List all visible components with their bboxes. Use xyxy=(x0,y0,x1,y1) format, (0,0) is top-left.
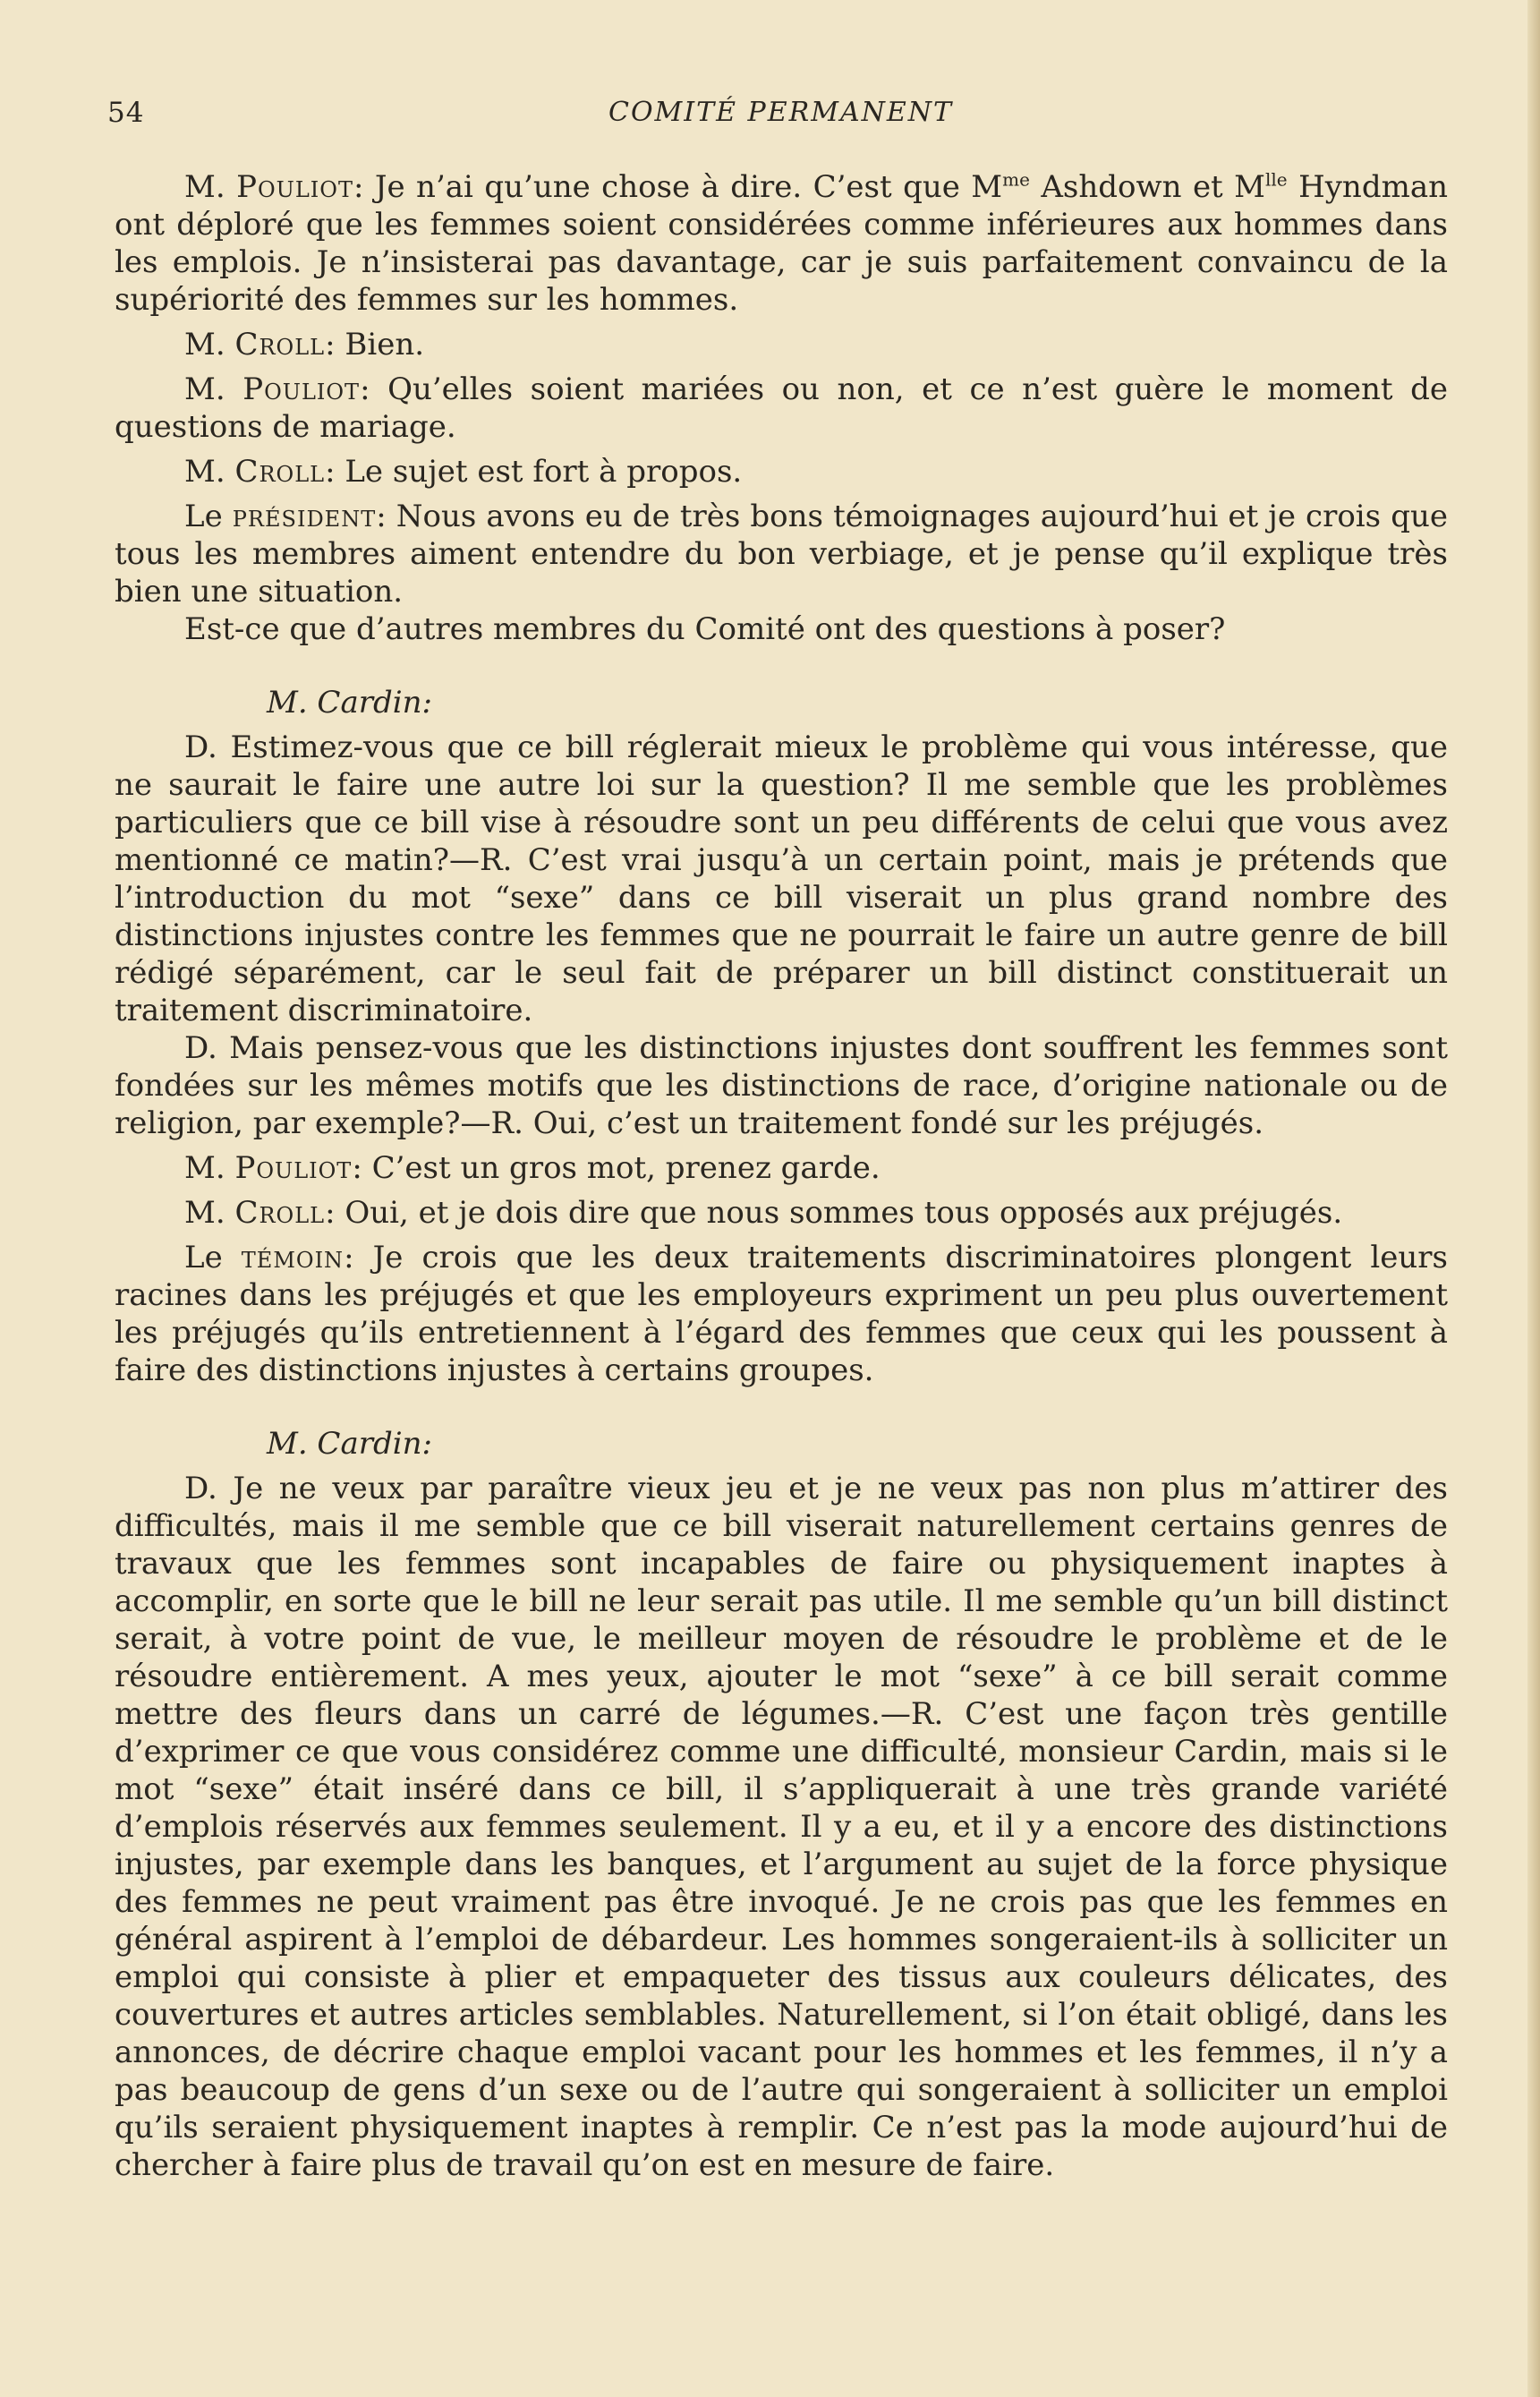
speaker-name: Pouliot xyxy=(236,169,353,205)
paragraph-question-1: D. Estimez-vous que ce bill réglerait mieux le problème qui vous intéresse, que ne saurait le faire une autre loi sur la question? Il me semble que les problèmes particuliers que ce bill vise à résoudre sont un peu différents de celui que vous avez mentionné ce matin?—R. C’est vrai jusqu’à un certain point, mais je prétends que l’introduction du mot “sexe” dans ce bill viserait un plus grand nombre des distinctions injustes contre les femmes que ne pourrait le faire un autre genre de bill rédigé séparément, car le seul fait de préparer un bill distinct constituerait un traitement discriminatoire. xyxy=(115,729,1448,1028)
speaker-prefix: Le xyxy=(184,1240,242,1275)
speaker-prefix: Le xyxy=(184,499,233,534)
paragraph-text: : Je crois que les deux traitements discriminatoires plongent leurs racines dans les préjugés et que les employeurs expriment un peu plus ouvertement les préjugés qu’ils entretiennent à l’égard des femmes que ceux qui les poussent à faire des distinctions injustes à certains groupes. xyxy=(115,1240,1448,1388)
paragraph-president xyxy=(115,498,1448,610)
speaker-name: président xyxy=(232,499,377,534)
paragraph-pouliot-2 xyxy=(115,371,1448,446)
speaker-prefix: M. xyxy=(184,169,237,205)
paragraph-text: : Nous avons eu de très bons témoignages aujourd’hui et je crois que tous les membres aiment entendre du bon verbiage, et je pense qu’il explique très bien une situation. xyxy=(115,499,1448,610)
paragraph-pouliot-3 xyxy=(115,1149,1448,1187)
page-edge xyxy=(1527,0,1540,2397)
page-header xyxy=(107,97,1454,132)
questioner-cardin-1: M. Cardin: xyxy=(267,685,432,721)
paragraph-text: : Bien. xyxy=(325,327,425,363)
paragraph-text: : Le sujet est fort à propos. xyxy=(325,454,743,490)
speaker-prefix: M. xyxy=(184,1150,235,1186)
superscript: lle xyxy=(1264,168,1288,191)
page-number: 54 xyxy=(107,97,145,129)
paragraph-text: : C’est un gros mot, prenez garde. xyxy=(352,1150,881,1186)
paragraph-pouliot-1 xyxy=(115,168,1448,319)
speaker-name: Croll xyxy=(234,454,326,490)
paragraph-text: : Oui, et je dois dire que nous sommes tous opposés aux préjugés. xyxy=(325,1195,1343,1231)
paragraph-president-question: Est-ce que d’autres membres du Comité ont des questions à poser? xyxy=(184,611,1226,647)
paragraph-text: Hyndman ont déploré que les femmes soient considérées comme inférieures aux hommes dans les emplois. Je n’insisterai pas davantage, car je suis parfaitement convaincu de la supériorité des femmes sur les hommes. xyxy=(115,169,1448,318)
superscript: me xyxy=(1002,168,1030,191)
running-title: COMITÉ PERMANENT xyxy=(608,97,954,128)
paragraph-text: : Je n’ai qu’une chose à dire. C’est que M xyxy=(353,169,1003,205)
paragraph-question-3: D. Je ne veux par paraître vieux jeu et je ne veux pas non plus m’attirer des difficultés, mais il me semble que ce bill viserait naturellement certains genres de travaux que les femmes sont incapables de faire ou physiquement inaptes à accomplir, en sorte que le bill ne leur serait pas utile. Il me semble qu’un bill distinct serait, à votre point de vue, le meilleur moyen de résoudre le problème et de le résoudre entièrement. A mes yeux, ajouter le mot “sexe” à ce bill serait comme mettre des fleurs dans un carré de légumes.—R. C’est une façon très gentille d’exprimer ce que vous considérez comme une difficulté, monsieur Cardin, mais si le mot “sexe” était inséré dans ce bill, il s’appliquerait à une très grande variété d’emplois réservés aux femmes seulement. Il y a eu, et il y a encore des distinctions injustes, par exemple dans les banques, et l’argument au sujet de la force physique des femmes ne peut vraiment pas être invoqué. Je ne crois pas que les femmes en général aspirent à l’emploi de débardeur. Les hommes songeraient-ils à solliciter un emploi qui consiste à plier et empaqueter des tissus aux couleurs délicates, des couvertures et autres articles semblables. Naturellement, si l’on était obligé, dans les annonces, de décrire chaque emploi vacant pour les hommes et les femmes, il n’y a pas beaucoup de gens d’un sexe ou de l’autre qui songeraient à solliciter un emploi qu’ils seraient physiquement inaptes à remplir. Ce n’est pas la mode aujourd’hui de chercher à faire plus de travail qu’on est en mesure de faire. xyxy=(115,1471,1448,2183)
speaker-prefix: M. xyxy=(184,327,235,363)
paragraph-croll-1 xyxy=(115,326,1448,363)
speaker-prefix: M. xyxy=(184,1195,235,1231)
paragraph-temoin xyxy=(115,1239,1448,1389)
speaker-name: Croll xyxy=(234,1195,326,1231)
speaker-prefix: M. xyxy=(184,371,243,407)
speaker-name: Pouliot xyxy=(234,1150,353,1186)
speaker-name: Croll xyxy=(234,327,326,363)
speaker-name: Pouliot xyxy=(242,371,361,407)
paragraph-question-2: D. Mais pensez-vous que les distinctions injustes dont souffrent les femmes sont fondées sur les mêmes motifs que les distinctions de race, d’origine nationale ou de religion, par exemple?—R. Oui, c’est un traitement fondé sur les préjugés. xyxy=(115,1030,1448,1141)
paragraph-text: : Qu’elles soient mariées ou non, et ce n’est guère le moment de questions de mariage. xyxy=(115,371,1448,445)
questioner-cardin-2: M. Cardin: xyxy=(267,1426,432,1462)
speaker-prefix: M. xyxy=(184,454,235,490)
paragraph-text: Ashdown et M xyxy=(1029,169,1265,205)
paragraph-croll-2 xyxy=(115,453,1448,490)
paragraph-croll-3 xyxy=(115,1194,1448,1232)
document-body xyxy=(115,168,1448,2191)
speaker-name: témoin xyxy=(241,1240,345,1275)
